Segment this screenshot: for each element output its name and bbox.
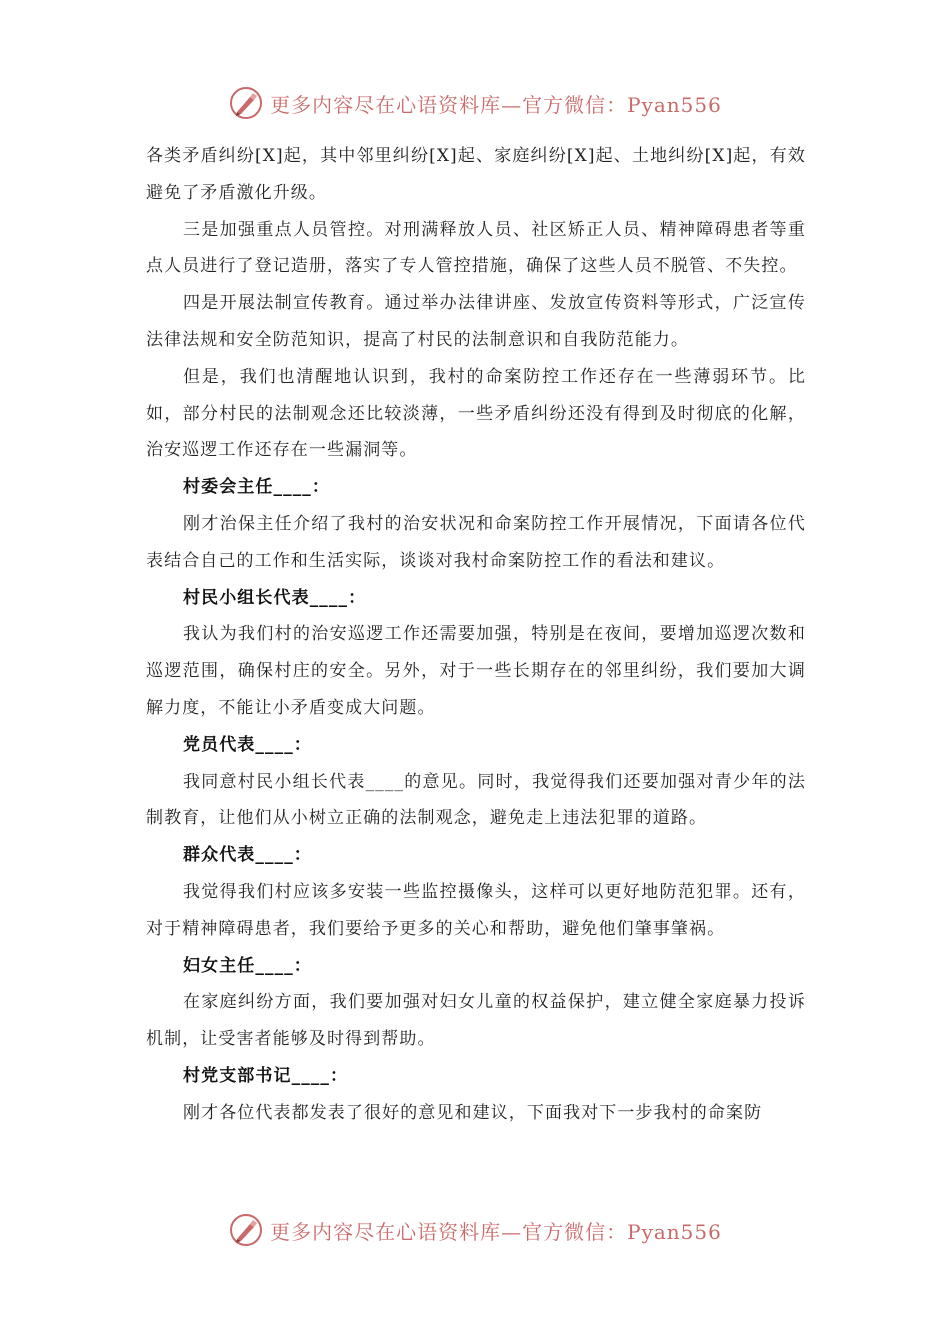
continued-paragraph: 各类矛盾纠纷[X]起，其中邻里纠纷[X]起、家庭纠纷[X]起、土地纠纷[X]起，有效避免了矛盾激化升级。	[146, 146, 806, 203]
speaker-heading: 村党支部书记____：	[183, 1065, 349, 1086]
header-banner-text: 更多内容尽在心语资料库—官方微信：Pyan556	[270, 92, 722, 117]
body-paragraph: 我同意村民小组长代表____的意见。同时，我觉得我们还要加强对青少年的法制教育，让他们从小树立正确的法制观念，避免走上违法犯罪的道路。	[146, 771, 806, 829]
body-paragraph: 我认为我们村的治安巡逻工作还需要加强，特别是在夜间，要增加巡逻次数和巡逻范围，确保村庄的安全。另外，对于一些长期存在的邻里纠纷，我们要加大调解力度，不能让小矛盾变成大问题。	[146, 624, 806, 718]
body-paragraph: 刚才治保主任介绍了我村的治安状况和命案防控工作开展情况，下面请各位代表结合自己的工作和生活实际，谈谈对我村命案防控工作的看法和建议。	[146, 513, 806, 571]
body-paragraph: 三是加强重点人员管控。对刑满释放人员、社区矫正人员、精神障碍患者等重点人员进行了登记造册，落实了专人管控措施，确保了这些人员不脱管、不失控。	[146, 219, 806, 277]
footer-banner-text: 更多内容尽在心语资料库—官方微信：Pyan556	[270, 1219, 722, 1244]
header-banner	[0, 83, 950, 123]
speaker-heading: 村民小组长代表____：	[183, 587, 367, 608]
pen-logo-icon	[228, 1212, 264, 1248]
speaker-heading: 妇女主任____：	[183, 955, 312, 976]
pen-logo-icon	[228, 85, 264, 121]
body-paragraph: 四是开展法制宣传教育。通过举办法律讲座、发放宣传资料等形式，广泛宣传法律法规和安全防范知识，提高了村民的法制意识和自我防范能力。	[146, 293, 806, 350]
speaker-heading: 村委会主任____：	[183, 477, 330, 498]
document-body	[146, 138, 806, 1132]
footer-banner	[0, 1210, 950, 1250]
speaker-heading: 群众代表____：	[183, 845, 312, 866]
speaker-heading: 党员代表____：	[183, 734, 312, 755]
body-paragraph: 我觉得我们村应该多安装一些监控摄像头，这样可以更好地防范犯罪。还有，对于精神障碍患者，我们要给予更多的关心和帮助，避免他们肇事肇祸。	[146, 881, 806, 939]
body-paragraph: 在家庭纠纷方面，我们要加强对妇女儿童的权益保护，建立健全家庭暴力投诉机制，让受害者能够及时得到帮助。	[146, 992, 806, 1050]
body-paragraph: 但是，我们也清醒地认识到，我村的命案防控工作还存在一些薄弱环节。比如，部分村民的法制观念还比较淡薄，一些矛盾纠纷还没有得到及时彻底的化解，治安巡逻工作还存在一些漏洞等。	[146, 366, 806, 461]
body-paragraph: 刚才各位代表都发表了很好的意见和建议，下面我对下一步我村的命案防	[183, 1102, 763, 1123]
